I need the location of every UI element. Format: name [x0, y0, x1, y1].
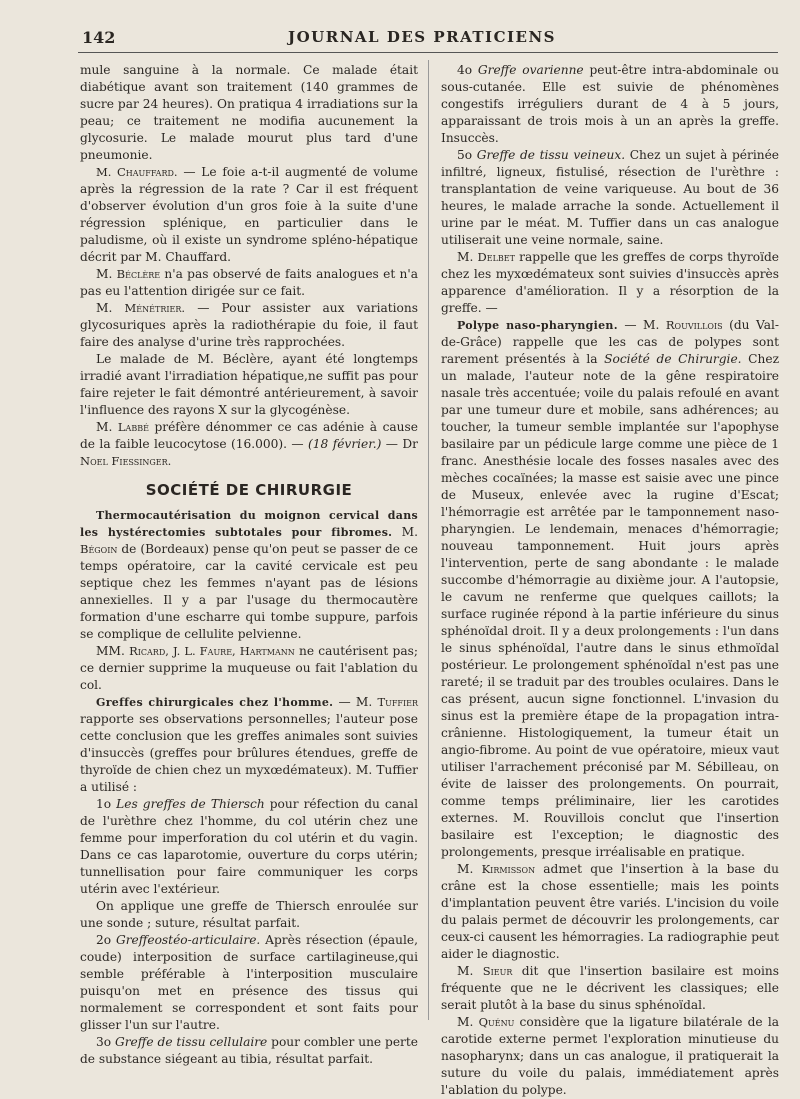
session-date: (18 février.)	[308, 437, 382, 451]
right-column	[441, 62, 779, 1099]
paragraph	[441, 861, 779, 963]
speaker-name: Béclère	[116, 267, 161, 281]
speaker-name: Delbet	[477, 250, 515, 264]
paragraph	[80, 898, 418, 932]
paragraph-text: dit que l'insertion basilaire est moins fréquente que ne le décrivent les classiques; elle serait plutôt à la base du sinus sphénoïdal.	[441, 964, 779, 1012]
list-item	[80, 932, 418, 1034]
speaker-names: Ricard, J. L. Faure, Hartmann	[129, 644, 295, 658]
honorific: M.	[457, 1015, 479, 1029]
speaker-name: Quénu	[478, 1015, 515, 1029]
paragraph-text: — M.	[333, 695, 378, 709]
paragraph	[80, 164, 418, 266]
paragraph	[80, 419, 418, 470]
item-title: Les greffes de Thiersch	[116, 797, 265, 811]
paragraph-text: pour réfection du canal de l'urèthre chez l'homme, du col utérin chez une femme pour imperforation du col utérin et du vagin. Dans ce cas laparotomie, ouverture du corps utérin; tunnellisation pour faire communiquer les corps utérin avec l'extérieur.	[80, 797, 419, 896]
speaker-name: Tuffier	[377, 695, 418, 709]
paragraph-text: préfère dénommer ce cas adénie à cause de la faible leucocytose (16.000). —	[80, 420, 418, 451]
item-title: Greffe de tissu cellulaire	[115, 1035, 268, 1049]
paragraph-text: Chez un sujet à périnée infiltré, ligneux, fistulisé, résection de l'urèthre : transplantation de veine variqueuse. Au bout de 36 heures, le malade arrache la sonde. Actuellement il urine par le méat. M. Tuffier dans un cas analogue utiliserait une veine normale, saine.	[441, 148, 780, 247]
paragraph-text: Le malade de M. Béclère, ayant été longtemps irradié avant l'irradiation hépatique,ne suffit pas pour faire rejeter le fait démontré antérieurement, à savoir l'influence des rayons X sur la glycogénèse.	[80, 352, 418, 417]
section-heading: SOCIÉTÉ DE CHIRURGIE	[145, 481, 353, 499]
header-rule	[78, 52, 778, 53]
running-title: JOURNAL DES PRATICIENS	[288, 28, 556, 46]
paragraph-text: rapporte ses observations personnelles; l'auteur pose cette conclusion que les greffes animales sont suivies d'insuccès (greffes pour brûlures étendues, greffe de thyroïde de chien chez un myxœdémateux). M. Tuffier a utilisé :	[80, 712, 418, 794]
speaker-name: M. Chauffard.	[96, 165, 178, 179]
honorific: M.	[457, 862, 482, 876]
item-title: Greffeostéo-articulaire.	[115, 933, 261, 947]
page-number: 142	[82, 28, 116, 47]
paragraph	[80, 507, 418, 643]
paragraph	[80, 62, 418, 164]
list-item	[80, 796, 418, 898]
paragraph-text: mule sanguine à la normale. Ce malade était diabétique avant son traitement (140 grammes de sucre par 24 heures). On pratiqua 4 irradiations sur la peau; ce traitement ne modifia aucunement la glycosurie. Le malade mourut plus tard d'une pneumonie.	[80, 63, 418, 162]
run-in-heading: Greffes chirurgicales chez l'homme.	[96, 696, 334, 709]
speaker-name: Bégoin	[80, 542, 118, 556]
honorific: M.	[457, 250, 478, 264]
list-item	[441, 147, 779, 249]
paragraph-text: n'a pas observé de faits analogues et n'a pas eu l'attention dirigée sur ce fait.	[80, 267, 418, 298]
speaker-name: Kirmisson	[481, 862, 536, 876]
paragraph-text: de (Bordeaux) pense qu'on peut se passer de ce temps opératoire, car la cavité cervicale est peu septique chez les femmes n'ayant pas de lésions annexielles. Il y a par l'usage du thermocautère formation d'une escharre qui tombe suppure, parfois se complique de cellulite pelvienne.	[80, 542, 418, 641]
paragraph	[441, 1014, 779, 1099]
paragraph	[80, 694, 418, 796]
honorific: M.	[457, 964, 483, 978]
paragraph-text: pour combler une perte de substance siégeant au tibia, résultat parfait.	[80, 1035, 418, 1066]
list-item	[80, 1034, 418, 1068]
item-title: Greffe de tissu veineux.	[476, 148, 626, 162]
item-number: 2o	[96, 933, 116, 947]
run-in-heading: Polype naso-pharyngien.	[457, 319, 618, 332]
honorific: M.	[96, 301, 125, 315]
column-divider	[428, 60, 429, 1020]
speaker-name: Labbé	[117, 420, 149, 434]
run-in-heading: Thermocautérisation du moignon cervical dans les hystérectomies subtotales pour fibromes.	[80, 509, 418, 539]
paragraph	[80, 351, 418, 419]
paragraph-text: Après résection (épaule, coude) interposition de surface cartilagineuse,qui semble préférable à l'interposition musculaire puisqu'on met en présence des tissus qui normalement se correspondent et sont faits pour glisser l'un sur l'autre.	[80, 933, 418, 1032]
paragraph-text: rappelle que les greffes de corps thyroïde chez les myxœdémateux sont suivies d'insuccès après apparence d'amélioration. Il y a résorption de la greffe. —	[441, 250, 780, 315]
society-name: Société de Chirurgie.	[604, 352, 742, 366]
paragraph-text: considère que la ligature bilatérale de la carotide externe permet l'exploration minutieuse du nasopharynx; dans un cas analogue, il pratiquerait la suture du voile du palais, immédiatement après l'ablation du polype.	[441, 1015, 779, 1097]
paragraph-text: — M.	[617, 318, 666, 332]
paragraph-text: On applique une greffe de Thiersch enroulée sur une sonde ; suture, résultat parfait.	[80, 899, 418, 930]
paragraph	[441, 249, 779, 317]
paragraph-text: (du Val-de-Grâce) rappelle que les cas de polypes sont rarement présentés à la	[441, 318, 779, 366]
honorific: MM.	[96, 644, 130, 658]
item-number: 5o	[457, 148, 477, 162]
paragraph	[80, 643, 418, 694]
paragraph	[80, 300, 418, 351]
paragraph-text: admet que l'insertion à la base du crâne est la chose essentielle; mais les points d'implantation peuvent être variés. L'incision du voile du palais permet de découvrir les prolongements, car ceux-ci causent les hémorragies. La radiographie peut aider le diagnostic.	[441, 862, 779, 961]
signature-prefix: — Dr	[381, 437, 418, 451]
item-title: Greffe ovarienne	[477, 63, 584, 77]
honorific: M.	[96, 420, 118, 434]
paragraph-text: M.	[392, 525, 418, 539]
paragraph-text: peut-être intra-abdominale ou sous-cutanée. Elle est suivie de phénomènes congestifs irréguliers durant de 4 à 5 jours, apparaissant de trois mois à un an après la greffe. Insuccès.	[441, 63, 779, 145]
speaker-name: Ménétrier.	[124, 301, 186, 315]
item-number: 1o	[96, 797, 117, 811]
paragraph-text: — Pour assister aux variations glycosuriques après la radiothérapie du foie, il faut faire des analyse d'urine très rapprochées.	[80, 301, 418, 349]
page-header	[82, 28, 762, 50]
item-number: 4o	[457, 63, 478, 77]
speaker-name: Sieur	[482, 964, 513, 978]
author-signature: Noel Fiessinger.	[80, 454, 172, 468]
item-number: 3o	[96, 1035, 115, 1049]
honorific: M.	[96, 267, 117, 281]
paragraph	[441, 963, 779, 1014]
paragraph-text: ne cautérisent pas; ce dernier supprime la muqueuse ou fait l'ablation du col.	[80, 644, 418, 692]
paragraph-text: Chez un malade, l'auteur note de la gêne respiratoire nasale très accentuée; voile du palais refoulé en avant par une tumeur dure et mobile, sans adhérences; au toucher, la tumeur semble implantée sur l'apophyse basilaire par un pédicule large comme une pièce de 1 franc. Anesthésie locale des fosses nasales avec des mèches cocaïnées; la masse est saisie avec une pince de Museux, enlevée avec la rugine d'Escat; l'hémorragie est arrêtée par le tamponnement naso-pharyngien. Le lendemain, menaces d'hémorragie; nouveau tamponnement. Huit jours après l'intervention, perte de sang abondante : le malade succombe d'hémorragie au dixième jour. A l'autopsie, le cavum ne renferme que quelques caillots; la surface ruginée répond à la partie inférieure du sinus sphénoïdal droit. Il y a deux prolongements : l'un dans le sinus sphénoïdal, l'autre dans le sinus ethmoïdal postérieur. Le prolongement sphénoïdal n'est pas une rareté; il se traduit par des troubles oculaires. Dans le cas présent, aucun signe fonctionnel. L'invasion du sinus est la première étape de la propagation intra-crânienne. Histologiquement, la tumeur était un angio-fibrome. Au point de vue opératoire, mieux vaut utiliser l'arrachement préconisé par M. Sébilleau, on évite de laisser des prolongements. On pourrait, comme temps préliminaire, lier les carotides externes. M. Rouvillois conclut que l'insertion basilaire est l'exception; le diagnostic des prolongements, presque irréalisable en pratique.	[441, 352, 779, 859]
paragraph	[80, 266, 418, 300]
paragraph-text: — Le foie a-t-il augmenté de volume après la régression de la rate ? Car il est fréquent d'observer évolution d'un gros foie à la suite d'une régression splénique, en particulier dans le paludisme, où il existe un syndrome spléno-hépatique décrit par M. Chauffard.	[80, 165, 418, 264]
list-item	[441, 62, 779, 147]
left-column	[80, 62, 418, 1068]
speaker-name: Rouvillois	[665, 318, 723, 332]
paragraph	[441, 317, 779, 861]
